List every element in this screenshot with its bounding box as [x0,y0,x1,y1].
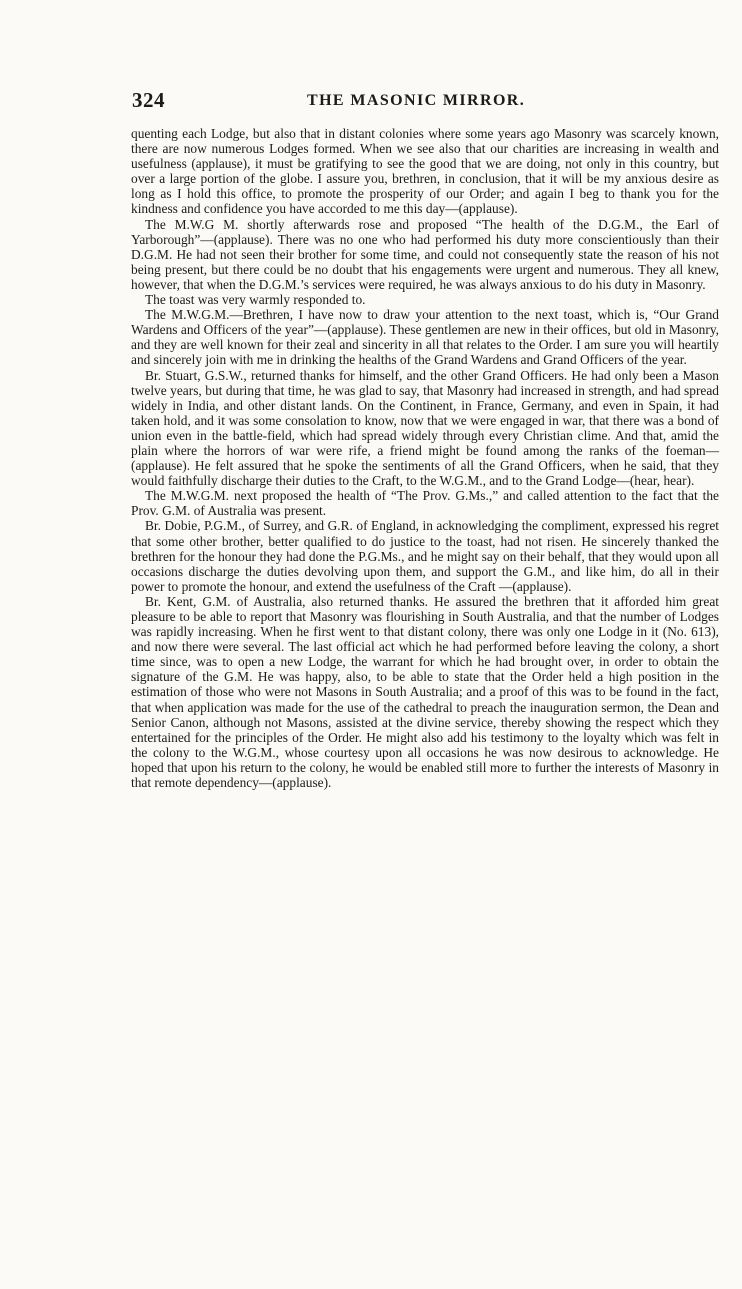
paragraph: The M.W.G M. shortly afterwards rose and proposed “The health of the D.G.M., the Earl of Yarborough”—(applause). There was no one who had performed his duty more conscientiously than their D.G.M. He had not seen their brother for some time, and could not consequently state the reason of his not being present, but there could be no doubt that his engagements were urgent and numerous. They all knew, however, that when the D.G.M.’s services were required, he was always anxious to do his duty in Masonry. [131,216,719,292]
paragraph-continuation: quenting each Lodge, but also that in distant colonies where some years ago Masonry was scarcely known, there are now numerous Lodges formed. When we see also that our charities are increasing in wealth and usefulness (applause), it must be gratifying to see the good that we are doing, not only in this country, but over a large portion of the globe. I assure you, brethren, in conclusion, that it will be my anxious desire as long as I hold this office, to promote the prosperity of our Order; and again I beg to thank you for the kindness and confidence you have accorded to me this day—(applause). [131,126,719,217]
paragraph: Br. Dobie, P.G.M., of Surrey, and G.R. of England, in acknowledging the compliment, expressed his regret that some other brother, better qualified to do justice to the toast, had not risen. He sincerely thanked the brethren for the honour they had done the P.G.Ms., and he might say on their behalf, that they would upon all occasions discharge the duties devolving upon them, and support the G.M., and like him, do all in their power to promote the honour, and extend the usefulness of the Craft —(applause). [131,518,719,594]
body-text [131,126,719,790]
page-number: 324 [132,88,165,112]
running-title: THE MASONIC MIRROR. [307,92,526,109]
paragraph: The toast was very warmly responded to. [145,292,366,308]
paragraph: Br. Stuart, G.S.W., returned thanks for himself, and the other Grand Officers. He had only been a Mason twelve years, but during that time, he was glad to say, that Masonry had increased in strength, and had spread widely in India, and other distant lands. On the Continent, in France, Germany, and even in Spain, it had taken hold, and it was some consolation to know, now that we were engaged in war, that there was a bond of union even in the battle-field, which had spread widely through every Christian clime. And that, amid the plain where the horrors of war were rife, a friend might be found among the ranks of the foeman—(applause). He felt assured that he spoke the sentiments of all the Grand Officers, when he said, that they would faithfully discharge their duties to the Craft, to the W.G.M., and to the Grand Lodge—(hear, hear). [131,367,719,489]
paragraph: Br. Kent, G.M. of Australia, also returned thanks. He assured the brethren that it afforded him great pleasure to be able to report that Masonry was flourishing in South Australia, and that the number of Lodges was rapidly increasing. When he first went to that distant colony, there was only one Lodge in it (No. 613), and now there were several. The last official act which he had performed before leaving the colony, a short time since, was to open a new Lodge, the warrant for which he had brought over, in order to obtain the signature of the G.M. He was happy, also, to be able to state that the Order held a high position in the estimation of those who were not Masons in South Australia; and a proof of this was to be found in the fact, that when application was made for the use of the cathedral to preach the inauguration sermon, the Dean and Senior Canon, although not Masons, assisted at the divine service, thereby showing the respect which they entertained for the principles of the Order. He might also add his testimony to the loyalty which was felt in the colony to the W.G.M., whose courtesy upon all occasions he was now desirous to acknowledge. He hoped that upon his return to the colony, he would be enabled still more to further the interests of Masonry in that remote dependency—(applause). [131,593,719,791]
paragraph: The M.W.G.M.—Brethren, I have now to draw your attention to the next toast, which is, “Our Grand Wardens and Officers of the year”—(applause). These gentlemen are new in their offices, but old in Masonry, and they are well known for their zeal and sincerity in all that relates to the Order. I am sure you will heartily and sincerely join with me in drinking the healths of the Grand Wardens and Grand Officers of the year. [131,307,719,368]
paragraph: The M.W.G.M. next proposed the health of “The Prov. G.Ms.,” and called attention to the fact that the Prov. G.M. of Australia was present. [131,488,719,519]
page-header [130,88,720,112]
